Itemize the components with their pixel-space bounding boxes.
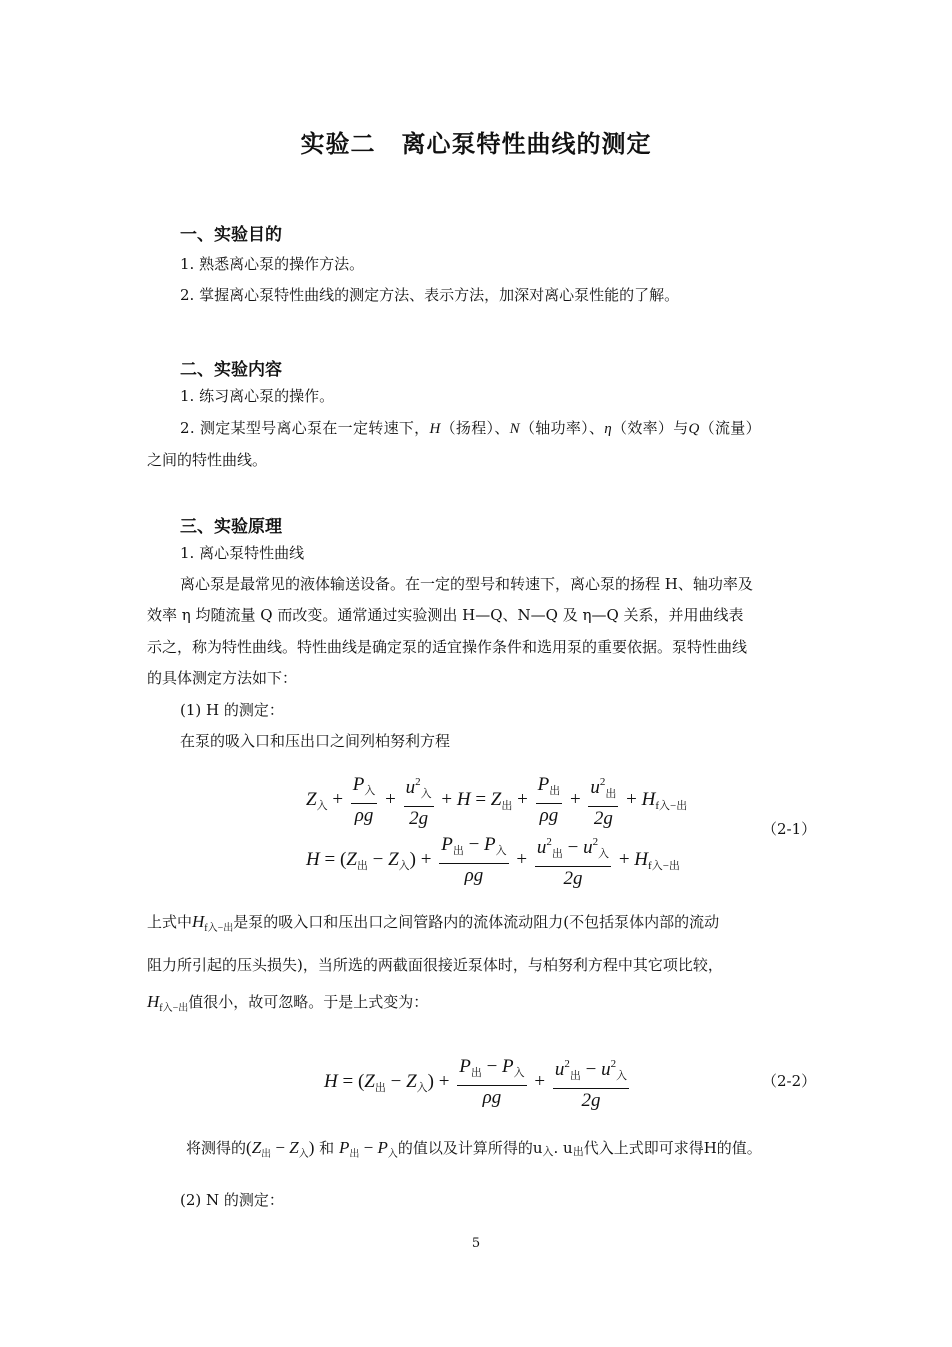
content-item-2: 2. 测定某型号离心泵在一定转速下，H（扬程）、N（轴功率）、η（效率）与Q（流量） [180, 419, 761, 437]
content-item-1: 1. 练习离心泵的操作。 [180, 387, 335, 405]
bernoulli-intro: 在泵的吸入口和压出口之间列柏努利方程 [180, 732, 451, 750]
equation-2-1-line-1: $Z_入$ + $\frac{P_入}{\rho g}$ + $\frac{u^2_入}{2g}$ + $H = Z_出$ + $\frac{P_出}{\rho g}$ + $\frac{u^2_出}{2g}$ + $H_{f入-出}$ [306, 770, 687, 831]
equation-2-2: $H = (Z_出 - Z_入)$ + $\frac{P_出 - P_入}{\rho g}$ + $\frac{u^2_出 - u^2_入}{2g}$ [324, 1052, 632, 1113]
objective-item-1: 1. 熟悉离心泵的操作方法。 [180, 255, 365, 273]
title-part-1: 实验二 [300, 130, 376, 158]
section-heading-contents: 二、实验内容 [180, 360, 282, 380]
explain-line-1: 上式中$H_{f入-出}$是泵的吸入口和压出口之间管路内的流体流动阻力(不包括泵体内部的流动 [147, 912, 720, 934]
section-heading-principle: 三、实验原理 [180, 517, 282, 537]
section-heading-objectives: 一、实验目的 [180, 225, 282, 245]
objective-item-2: 2. 掌握离心泵特性曲线的测定方法、表示方法，加深对离心泵性能的了解。 [180, 286, 680, 304]
head-measure-item: (1) H 的测定： [180, 701, 284, 719]
page-number: 5 [471, 1236, 481, 1251]
principle-para-line-4: 的具体测定方法如下： [147, 669, 298, 687]
content-item-2-line-2: 之间的特性曲线。 [147, 451, 268, 469]
explain-line-3: $H_{f入-出}$值很小，故可忽略。于是上式变为： [147, 992, 429, 1014]
power-measure-item: (2) N 的测定： [180, 1191, 284, 1209]
principle-subheading: 1. 离心泵特性曲线 [180, 544, 305, 562]
title-part-2: 离心泵特性曲线的测定 [401, 130, 652, 158]
principle-para-line-2: 效率 η 均随流量 Q 而改变。通常通过实验测出 H—Q、N—Q 及 η—Q 关系，并用曲线表 [147, 606, 744, 624]
page-title [0, 124, 952, 159]
principle-para-line-1: 离心泵是最常见的液体输送设备。在一定的型号和转速下，离心泵的扬程 H、轴功率及 [180, 575, 753, 593]
equation-number-2-2: （2-2） [762, 1072, 817, 1090]
equation-number-2-1: （2-1） [762, 820, 817, 838]
after-equation-text: 将测得的$(Z_出 - Z_入)$ 和 $P_出 - P_入$的值以及计算所得的u入. u出代入上式即可求得H的值。 [186, 1138, 762, 1160]
equation-2-1-line-2: $H = (Z_出 - Z_入)$ + $\frac{P_出 - P_入}{\rho g}$ + $\frac{u^2_出 - u^2_入}{2g}$ + $H_{f入-出}$ [306, 830, 680, 891]
explain-line-2: 阻力所引起的压头损失)，当所选的两截面很接近泵体时，与柏努利方程中其它项比较， [147, 956, 723, 974]
principle-para-line-3: 示之，称为特性曲线。特性曲线是确定泵的适宜操作条件和选用泵的重要依据。泵特性曲线 [147, 638, 748, 656]
